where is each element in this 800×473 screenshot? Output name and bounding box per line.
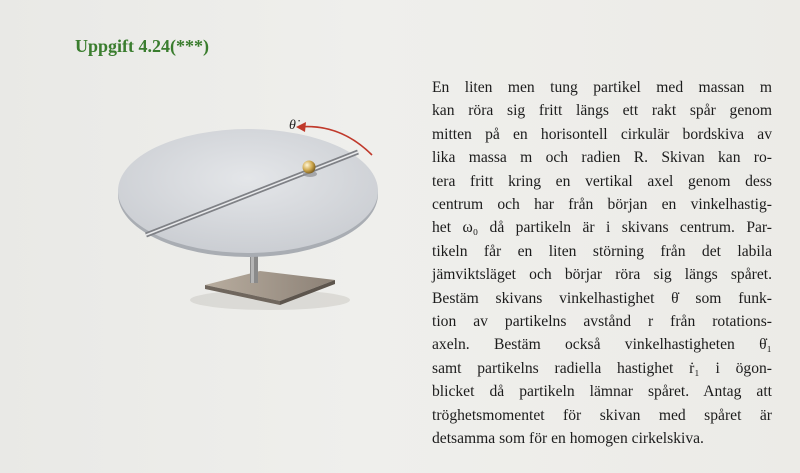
text-line: detsamma som för en homogen cirkelskiva. (432, 430, 704, 448)
text-line: tröghetsmomentet för skivan med spåret är (432, 406, 772, 424)
text-line: En liten men tung partikel med massan m (432, 79, 772, 96)
text-line: axeln. Bestäm också vinkelhastigheten θ̇₁ (432, 336, 772, 354)
text-line: tera fritt kring en vertikal axel genom dess (432, 172, 772, 190)
text-line: tikeln får en liten störning från det labila (432, 242, 772, 260)
text-line: het ω₀ då partikeln är i skivans centrum. Par- (432, 219, 772, 237)
turntable-figure (110, 115, 405, 315)
text-line: samt partikelns radiella hastighet ṙ₁ i ögon- (432, 359, 772, 377)
text-line: kan röra sig fritt längs ett rakt spår genom (432, 102, 772, 120)
turntable-illustration (110, 115, 405, 315)
angular-velocity-label: θ̇ (289, 118, 296, 133)
text-line: tion av partikelns avstånd r från rotations- (432, 313, 772, 331)
text-line: lika massa m och radien R. Skivan kan ro- (432, 149, 772, 167)
text-line: blicket då partikeln lämnar spåret. Antag att (432, 383, 772, 401)
text-line: mitten på en horisontell cirkulär bordskiva av (432, 125, 772, 143)
text-line: centrum och har från början en vinkelhastig- (432, 196, 772, 214)
exercise-title: Uppgift 4.24(***) (75, 36, 209, 56)
text-line: Bestäm skivans vinkelhastighet θ̇ som funk- (432, 289, 772, 307)
problem-text (432, 76, 772, 451)
text-line: jämviktsläget och börjar röra sig längs spåret. (432, 266, 772, 284)
particle (303, 161, 316, 174)
rotation-arrow-head (296, 122, 306, 132)
disk-top (118, 129, 378, 253)
